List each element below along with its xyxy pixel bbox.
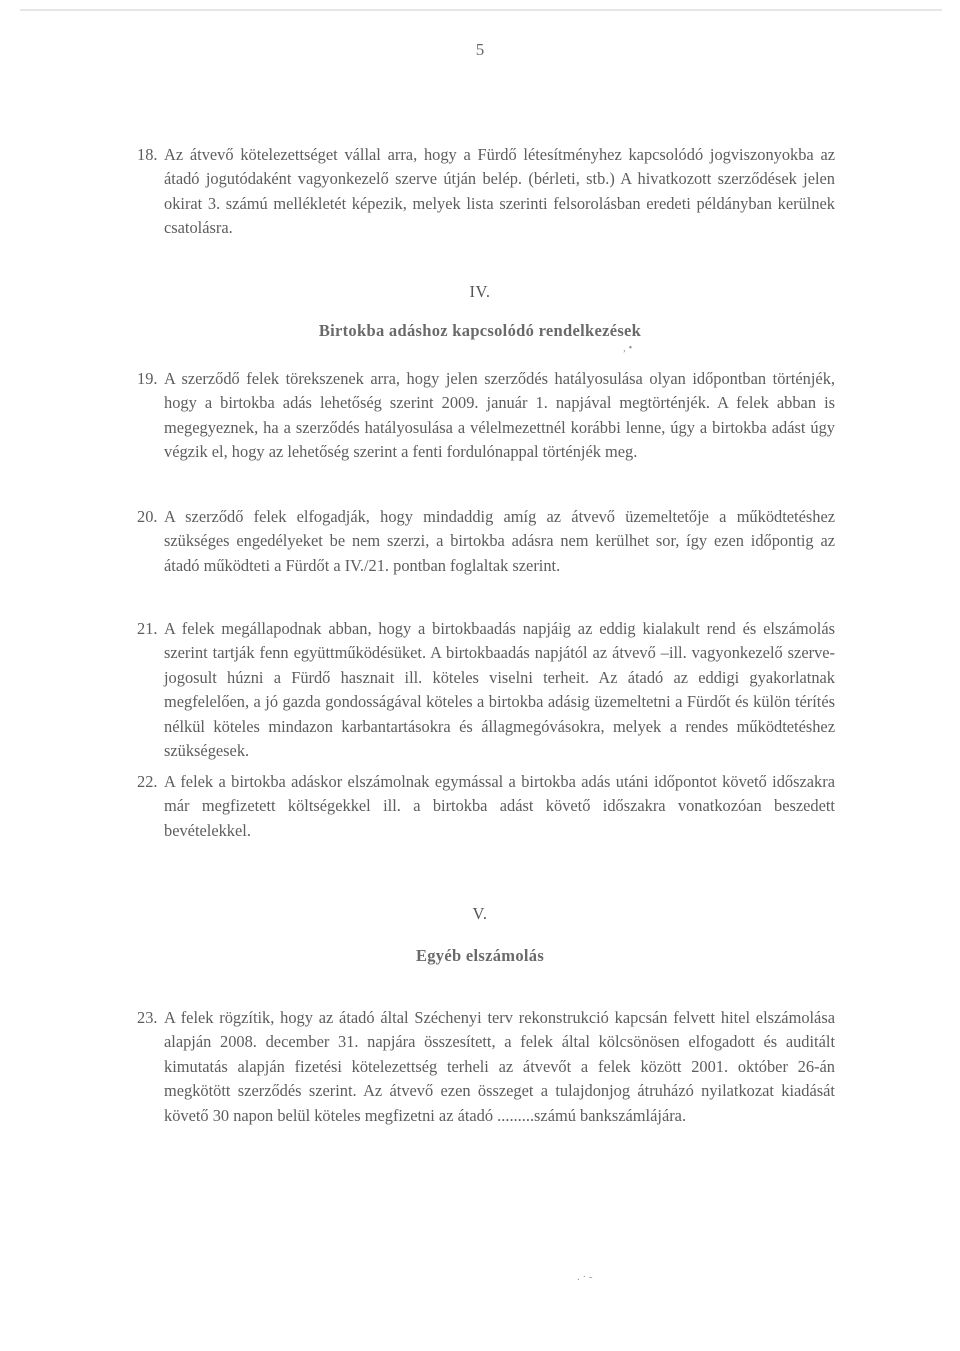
section-number: IV. <box>469 282 491 301</box>
clause-text: Az átvevő kötelezettséget vállal arra, hogy a Fürdő létesítményhez kapcsolódó jogviszonyokba az átadó jogutódaként vagyonkezelő szerve útján belép. (bérleti, stb.) A hivatkozott szerződések jelen okirat 3. számú mellékletét képezik, melyek lista szerinti felsorolásban eredeti példányban kerülnek csatolásra. <box>164 145 835 238</box>
clause-22 <box>137 770 835 843</box>
page-number: 5 <box>475 40 485 59</box>
section-number: V. <box>472 904 488 923</box>
clause-number: 20. <box>137 507 158 526</box>
clause-18 <box>137 143 835 241</box>
clause-text: A felek rögzítik, hogy az átadó által Széchenyi terv rekonstrukció kapcsán felvett hitel elszámolása alapján 2008. december 31. napjára összesített, a felek által kölcsönösen elfogadott és auditált kimutatás alapján fizetési kötelezettség terheli az átvevőt a felek között 2001. október 26-án megkötött szerződés szerint. Az átvevő ezen összeget a tulajdonjog átruházó nyilatkozat kiadását követő 30 napon belül köteles megfizetni az átadó .........számú bankszámlájára. <box>164 1008 835 1125</box>
clause-number: 23. <box>137 1008 158 1027</box>
clause-20 <box>137 505 835 578</box>
clause-23 <box>137 1006 835 1128</box>
scan-speck: , • <box>623 342 633 354</box>
clause-text: A szerződő felek törekszenek arra, hogy jelen szerződés hatályosulása olyan időpontban történjék, hogy a birtokba adás lehetőség szerint 2009. január 1. napjával megtörténjék. A felek abban is megegyeznek, ha a szerződés hatályosulása a vélelmezettnél korábbi lenne, úgy a birtokba adást úgy végzik el, hogy az lehetőség szerint a fenti fordulónappal történjék meg. <box>164 369 835 462</box>
clause-21 <box>137 617 835 763</box>
clause-text: A felek a birtokba adáskor elszámolnak egymással a birtokba adás utáni időpontot követő időszakra már megfizetett költségekkel ill. a birtokba adást követő időszakra vonatkozóan beszedett bevételekkel. <box>164 772 835 840</box>
clause-19 <box>137 367 835 465</box>
clause-number: 21. <box>137 619 158 638</box>
clause-number: 22. <box>137 772 158 791</box>
clause-number: 19. <box>137 369 158 388</box>
section-title: Birtokba adáshoz kapcsolódó rendelkezések <box>318 321 642 340</box>
clause-text: A szerződő felek elfogadják, hogy mindaddig amíg az átvevő üzemeltetője a működtetéshez szükséges engedélyeket be nem szerzi, a birtokba adásra nem kerülhet sor, így ezen időpontig az átadó működteti a Fürdőt a IV./21. pontban foglaltak szerint. <box>164 507 835 575</box>
scan-speck: . · - <box>577 1271 593 1283</box>
section-title: Egyéb elszámolás <box>415 946 545 965</box>
clause-number: 18. <box>137 145 158 164</box>
clause-text: A felek megállapodnak abban, hogy a birtokbaadás napjáig az eddig kialakult rend és elszámolás szerint tartják fenn együttműködésüket. A birtokbaadás napjától az átvevő –ill. vagyonkezelő szerve- jogosult húzni a Fürdő hasznait ill. köteles viselni terheit. Az átadó az eddigi gyakorlatnak megfelelően, a jó gazda gondosságával köteles a birtokba adásig üzemeltetni a Fürdőt és külön térítés nélkül köteles mindazon karbantartásokra és állagmegóvásokra, melyek a rendes működtetéshez szükségesek. <box>164 619 835 761</box>
scan-top-edge <box>20 9 942 11</box>
